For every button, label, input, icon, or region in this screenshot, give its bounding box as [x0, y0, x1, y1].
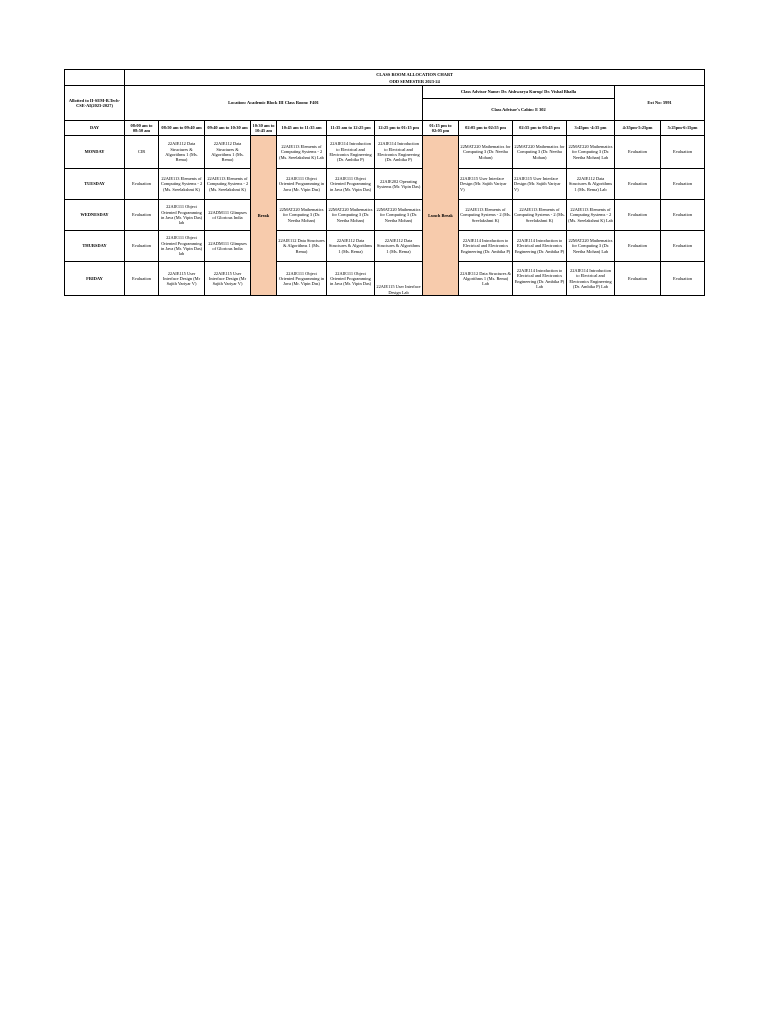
table-cell: 22AIE115 User Interface Design (Mr Sajith Variyar V): [159, 262, 205, 296]
table-cell: 22MAT220 Mathematics for Computing 3 (Dr. Neetha Mohan): [277, 200, 327, 231]
table-cell: 22AIE113 Elements of Computing Systems - 2 (Ms. Sreelakshmi K): [513, 200, 567, 231]
header-day: DAY: [65, 121, 125, 136]
table-cell: 22AIE111 Object Oriented Programming in Java (Mr. Vipin Das): [277, 169, 327, 200]
header-slot-6: 11:35 am to 12:25 pm: [327, 121, 375, 136]
table-cell: 22MAT220 Mathematics for Computing 3 (Dr. Neetha Mohan): [327, 200, 375, 231]
allotted-to: Allotted to II-SEM-B.Tech-CSE-AI(2023-2027): [65, 86, 125, 121]
table-row: [65, 136, 705, 169]
header-slot-4: 10:30 am to 10:45 am: [251, 121, 277, 136]
table-cell: 22AIE113 Elements of Computing Systems - 2 (Ms. Sreelakshmi K): [459, 200, 513, 231]
header-slot-1: 08:00 am to 08:50 am: [125, 121, 159, 136]
table-cell: 22MAT220 Mathematics for Computing 3 (Dr. Neetha Mohan): [513, 136, 567, 169]
break-cell: Break: [251, 136, 277, 296]
table-cell: Evaluation: [661, 231, 705, 262]
table-cell: 22AIE113 Elements of Computing Systems - 2 (Ms. Sreelakshmi K): [159, 169, 205, 200]
day-label: WEDNESDAY: [65, 200, 125, 231]
day-label: TUESDAY: [65, 169, 125, 200]
location-label: Location: Academic Block III Class Room: F401: [125, 86, 423, 121]
advisor-cabin: Class Advisor's Cabin: E 302: [423, 99, 615, 121]
table-cell: Evaluation: [615, 136, 661, 169]
table-cell: 22AIE111 Object Oriented Programming in Java (Mr. Vipin Das): [327, 169, 375, 200]
table-cell: 22AIE115 User Interface Design (Mr. Sajith Variyar V): [459, 169, 513, 200]
table-cell: 22AIE111 Object Oriented Programming in Java (Mr. Vipin Das) lab: [159, 231, 205, 262]
table-cell: 22AIE114 Introduction to Electrical and Electronics Engineering (Dr. Ambika P): [513, 231, 567, 262]
table-cell: 22AIE112 Data Structures & Algorithms 1 (Ms. Rema): [277, 231, 327, 262]
table-cell: 22AIE114 Introduction to Electrical and Electronics Engineering (Dr. Ambika P): [459, 231, 513, 262]
table-cell: Evaluation: [661, 136, 705, 169]
header-slot-11: 3:45pm -4:35 pm: [567, 121, 615, 136]
table-cell: 22AIE112 Data Structures & Algorithms 1 (Ms. Rema) Lab: [459, 262, 513, 296]
table-cell: 22AIE115 User Interface Design (Mr. Sajith Variyar V): [513, 169, 567, 200]
timetable: [64, 69, 705, 296]
header-slot-5: 10:45 am to 11:35 am: [277, 121, 327, 136]
chart-title: CLASS ROOM ALLOCATION CHART: [125, 70, 705, 79]
table-cell: Evaluation: [661, 200, 705, 231]
table-cell: 22MAT220 Mathematics for Computing 3 (Dr. Neetha Mohan): [375, 200, 423, 231]
header-slot-9: 02:05 pm to 02:55 pm: [459, 121, 513, 136]
table-cell: Evaluation: [661, 169, 705, 200]
table-cell: 22AIE111 Object Oriented Programming in Java (Mr. Vipin Das): [327, 262, 375, 296]
table-cell: 22AIE115 User Interface Design (Mr Sajith Variyar V): [205, 262, 251, 296]
table-cell: 22ADM111 Glimpses of Glorious India: [205, 231, 251, 262]
day-label: MONDAY: [65, 136, 125, 169]
table-cell: 22ADM111 Glimpses of Glorious India: [205, 200, 251, 231]
table-cell: Evaluation: [661, 262, 705, 296]
table-cell: 22AIE112 Data Structures & Algorithms 1 (Ms. Rema): [205, 136, 251, 169]
timetable-sheet: [64, 69, 704, 296]
table-cell: 22AIE113 Elements of Computing Systems - 2 (Ms. Sreelakshmi K): [205, 169, 251, 200]
day-label: THURSDAY: [65, 231, 125, 262]
table-cell: 22AIE111 Object Oriented Programming in Java (Mr. Vipin Das): [277, 262, 327, 296]
header-slot-3: 09:40 am to 10:30 am: [205, 121, 251, 136]
table-cell: 22AIE114 Introduction to Electrical and Electronics Engineering (Dr. Ambika P) Lab: [513, 262, 567, 296]
table-cell: Evaluation: [615, 231, 661, 262]
table-cell: 22AIE114 Introduction to Electrical and Electronics Engineering (Dr. Ambika P): [375, 136, 423, 169]
table-cell: Evaluation: [125, 200, 159, 231]
table-cell: Evaluation: [615, 262, 661, 296]
header-slot-8: 01:15 pm to 02:05 pm: [423, 121, 459, 136]
table-row: [65, 231, 705, 262]
table-cell: 22AIE112 Data Structures & Algorithms 1 (Ms. Remа): [159, 136, 205, 169]
table-cell: Evaluation: [125, 262, 159, 296]
table-cell: 22AIE114 Introduction to Electrical and Electronics Engineering (Dr. Ambika P): [327, 136, 375, 169]
table-cell: Evaluation: [125, 231, 159, 262]
table-cell: 22AIE112 Data Structures & Algorithms 1 (Ms. Rema): [375, 231, 423, 262]
table-row: [65, 200, 705, 231]
extension-number: Ext No: 5991: [615, 86, 705, 121]
table-cell: 22AIE112 Data Structures & Algorithms 1 (Ms. Rema): [327, 231, 375, 262]
table-cell: 22AIE202 Operating Systems (Mr. Vipin Das): [375, 169, 423, 200]
header-slot-10: 02:55 pm to 03:45 pm: [513, 121, 567, 136]
table-cell: 22MAT220 Mathematics for Computing 3 (Dr. Neetha Mohan) Lab: [567, 136, 615, 169]
table-cell: 22AIE115 User Interface Design Lab: [375, 262, 423, 296]
table-cell: Evaluation: [615, 200, 661, 231]
header-row: [65, 121, 705, 136]
semester-label: ODD SEMESTER 2023-24: [125, 79, 705, 86]
table-cell: 22AIE113 Elements of Computing Systems - 2 (Ms. Sreelakshmi K) Lab: [567, 200, 615, 231]
header-slot-12: 4:35pm-5:25pm: [615, 121, 661, 136]
table-cell: 22MAT220 Mathematics for Computing 3 (Dr. Neetha Mohan): [459, 136, 513, 169]
table-row: [65, 262, 705, 296]
header-slot-7: 12:25 pm to 01:15 pm: [375, 121, 423, 136]
table-cell: 22AIE113 Elements of Computing Systems - 2 (Ms. Sreelakshmi K) Lab: [277, 136, 327, 169]
table-cell: 22AIE112 Data Structures & Algorithms 1 (Ms. Rema) Lab: [567, 169, 615, 200]
table-cell: 22AIE114 Introduction to Electrical and Electronics Engineering (Dr. Ambika P) Lab: [567, 262, 615, 296]
table-cell: CIR: [125, 136, 159, 169]
header-slot-2: 08:50 am to 09:40 am: [159, 121, 205, 136]
table-cell: Evaluation: [125, 169, 159, 200]
class-advisor: Class Advisor Name: Dr. Aishwarya Kurup/ Dr. Vishal Bhalla: [423, 86, 615, 99]
day-label: FRIDAY: [65, 262, 125, 296]
table-cell: 22AIE111 Object Oriented Programming in Java (Mr. Vipin Das) lab: [159, 200, 205, 231]
header-slot-13: 5:25pm-6:15pm: [661, 121, 705, 136]
table-cell: Evaluation: [615, 169, 661, 200]
lunch-break-cell: Lunch Break: [423, 136, 459, 296]
table-row: [65, 169, 705, 200]
table-cell: 22MAT220 Mathematics for Computing 3 (Dr. Neetha Mohan) Lab: [567, 231, 615, 262]
